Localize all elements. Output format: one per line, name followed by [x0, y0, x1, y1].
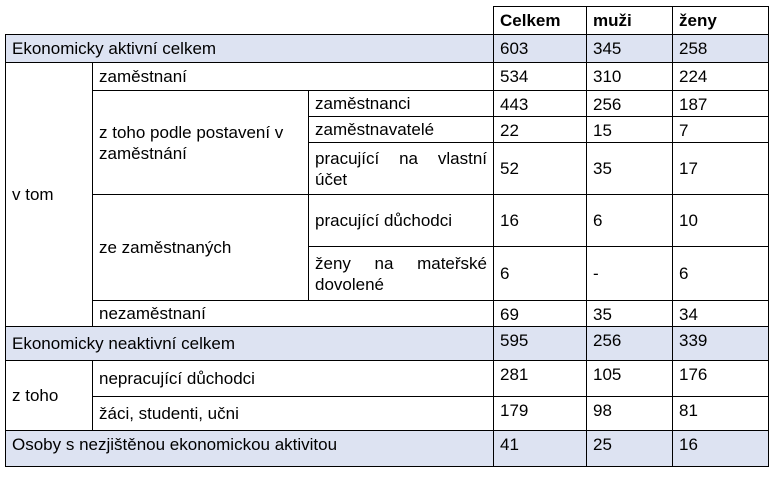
label-employed: zaměstnaní: [93, 63, 494, 91]
label-unknown-activity: Osoby s nezjištěnou ekonomickou aktivitou: [6, 431, 494, 467]
label-of-which: z toho: [6, 361, 93, 431]
row-unemployed: [6, 301, 769, 327]
label-active-total: Ekonomicky aktivní celkem: [6, 35, 494, 63]
employed-total: 534: [494, 63, 587, 91]
economic-activity-table: [5, 6, 769, 467]
self-employed-men: 35: [587, 143, 673, 195]
row-active-total: [6, 35, 769, 63]
students-total: 179: [494, 397, 587, 431]
row-nonworking-pensioners: [6, 361, 769, 397]
label-students: žáci, studenti, učni: [93, 397, 494, 431]
label-inactive-total: Ekonomicky neaktivní celkem: [6, 327, 494, 361]
row-unknown-activity: [6, 431, 769, 467]
header-total: Celkem: [494, 7, 587, 35]
label-in-that: v tom: [6, 63, 93, 327]
row-employees: [6, 91, 769, 117]
employees-women: 187: [673, 91, 769, 117]
label-employees: zaměstnanci: [309, 91, 494, 117]
active-total-men: 345: [587, 35, 673, 63]
unemployed-total: 69: [494, 301, 587, 327]
active-total-total: 603: [494, 35, 587, 63]
label-self-employed: pracující na vlastní účet: [309, 143, 494, 195]
maternity-leave-women: 6: [673, 247, 769, 301]
employers-women: 7: [673, 117, 769, 143]
label-unemployed: nezaměstnaní: [93, 301, 494, 327]
employees-total: 443: [494, 91, 587, 117]
students-men: 98: [587, 397, 673, 431]
unknown-activity-men: 25: [587, 431, 673, 467]
working-pensioners-women: 10: [673, 195, 769, 247]
header-women: ženy: [673, 7, 769, 35]
employed-women: 224: [673, 63, 769, 91]
working-pensioners-total: 16: [494, 195, 587, 247]
unemployed-women: 34: [673, 301, 769, 327]
employees-men: 256: [587, 91, 673, 117]
nonworking-pensioners-women: 176: [673, 361, 769, 397]
row-students: [6, 397, 769, 431]
working-pensioners-men: 6: [587, 195, 673, 247]
employers-men: 15: [587, 117, 673, 143]
row-working-pensioners: [6, 195, 769, 247]
row-inactive-total: [6, 327, 769, 361]
employers-total: 22: [494, 117, 587, 143]
label-employers: zaměstnavatelé: [309, 117, 494, 143]
label-of-employed-group: ze zaměstnaných: [93, 195, 309, 301]
inactive-total-total: 595: [494, 327, 587, 361]
inactive-total-men: 256: [587, 327, 673, 361]
unemployed-men: 35: [587, 301, 673, 327]
unknown-activity-total: 41: [494, 431, 587, 467]
active-total-women: 258: [673, 35, 769, 63]
self-employed-women: 17: [673, 143, 769, 195]
label-by-status-group: z toho podle postavení v zaměstnání: [93, 91, 309, 195]
label-working-pensioners: pracující důchodci: [309, 195, 494, 247]
unknown-activity-women: 16: [673, 431, 769, 467]
employed-men: 310: [587, 63, 673, 91]
header-row: [6, 7, 769, 35]
self-employed-total: 52: [494, 143, 587, 195]
students-women: 81: [673, 397, 769, 431]
nonworking-pensioners-men: 105: [587, 361, 673, 397]
maternity-leave-men: -: [587, 247, 673, 301]
label-maternity-leave: ženy na mateřské dovolené: [309, 247, 494, 301]
nonworking-pensioners-total: 281: [494, 361, 587, 397]
label-nonworking-pensioners: nepracující důchodci: [93, 361, 494, 397]
header-empty-cell: [6, 7, 494, 35]
inactive-total-women: 339: [673, 327, 769, 361]
header-men: muži: [587, 7, 673, 35]
maternity-leave-total: 6: [494, 247, 587, 301]
row-employed: [6, 63, 769, 91]
